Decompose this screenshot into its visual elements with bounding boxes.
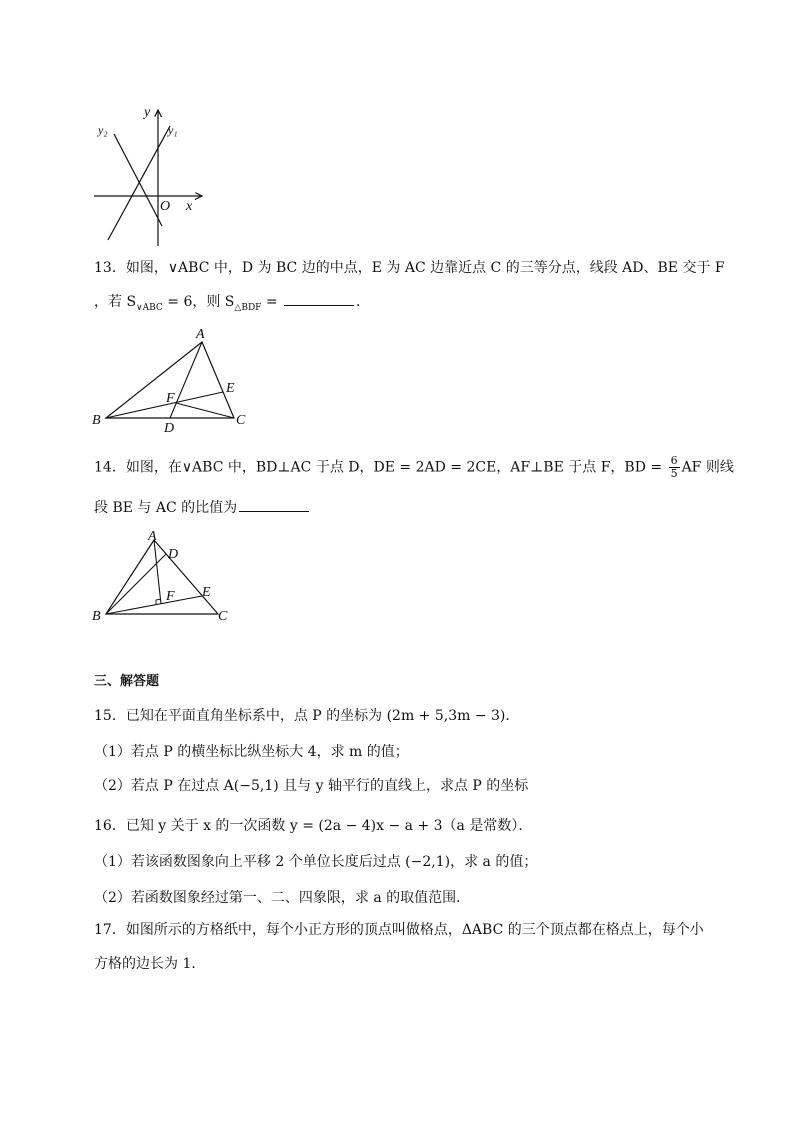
figure-q13-triangle [90,326,260,436]
segment-fc [176,403,234,418]
q17-line2: 方格的边长为 1． [94,956,206,972]
segment-ad [170,342,202,418]
line-y2 [114,134,162,226]
q14-line2 [94,498,311,518]
segment-be [106,392,223,418]
label-x-axis: x [186,199,193,214]
q15-stem: 15．已知在平面直角坐标系中，点 P 的坐标为 (2m + 5,3m − 3)． [94,708,520,724]
label-c: C [236,413,246,428]
fraction-6-5 [669,455,680,480]
label-b: B [92,609,101,624]
label-a: A [196,327,205,342]
q16-stem: 16．已知 y 关于 x 的一次函数 y = (2a − 4)x − a + 3（a 是常数）． [94,818,533,834]
q13-line1: 13．如图，∨ABC 中，D 为 BC 边的中点，E 为 AC 边靠近点 C 的三等分点，线段 AD、BE 交于 F [94,260,725,276]
frac-den: 5 [670,467,678,480]
q14-l1-post: AF 则线 [681,459,734,476]
q15-part2: （2）若点 P 在过点 A(−5,1) 且与 y 轴平行的直线上，求点 P 的坐标 [94,778,529,794]
q13-sub1: ∨ABC [136,302,163,313]
q16-part1: （1）若该函数图象向上平移 2 个单位长度后过点 (−2,1)，求 a 的值； [94,854,538,870]
label-f: F [166,391,175,406]
section-heading: 三、解答题 [94,674,160,689]
q14-l2-text: 段 BE 与 AC 的比值为 [94,500,238,516]
label-e: E [202,585,211,600]
q13-sub2: △BDF [234,302,262,313]
q13-line2 [94,292,370,318]
label-d: D [168,547,179,562]
label-d: D [164,421,175,436]
q13-l2-pre: ，若 S [94,294,137,310]
q13-l2-mid: = 6，则 S [162,294,235,310]
figure-q12-graph [90,100,210,250]
q13-l2-end: ． [356,294,371,310]
q13-answer-blank[interactable] [284,293,354,306]
label-a: A [148,529,157,544]
triangle-abc [106,540,218,614]
q14-line1 [94,455,734,480]
q14-l1-pre: 14．如图，在∨ABC 中，BD⊥AC 于点 D，DE = 2AD = 2CE，AF⊥BE 于点 F，BD = [94,459,667,476]
q17-line1: 17．如图所示的方格纸中，每个小正方形的顶点叫做格点，ΔABC 的三个顶点都在格点上，每个小 [94,922,704,938]
label-e: E [226,381,235,396]
q16-part2: （2）若函数图象经过第一、二、四象限，求 a 的取值范围． [94,890,471,906]
label-origin: O [160,199,171,214]
frac-num: 6 [670,454,678,467]
label-b: B [92,413,101,428]
triangle-abc [106,342,234,418]
q13-l2-post: = [261,294,283,310]
label-y-axis: y [144,105,151,120]
segment-be [106,596,202,614]
figure-q14-triangle [90,528,240,628]
segment-af [154,540,161,604]
label-c: C [218,609,228,624]
label-y2: y₂ [98,123,108,137]
label-y1: y₁ [168,123,178,137]
q15-part1: （1）若点 P 的横坐标比纵坐标大 4，求 m 的值； [94,744,409,760]
q14-answer-blank[interactable] [239,499,309,512]
label-f: F [166,589,175,604]
